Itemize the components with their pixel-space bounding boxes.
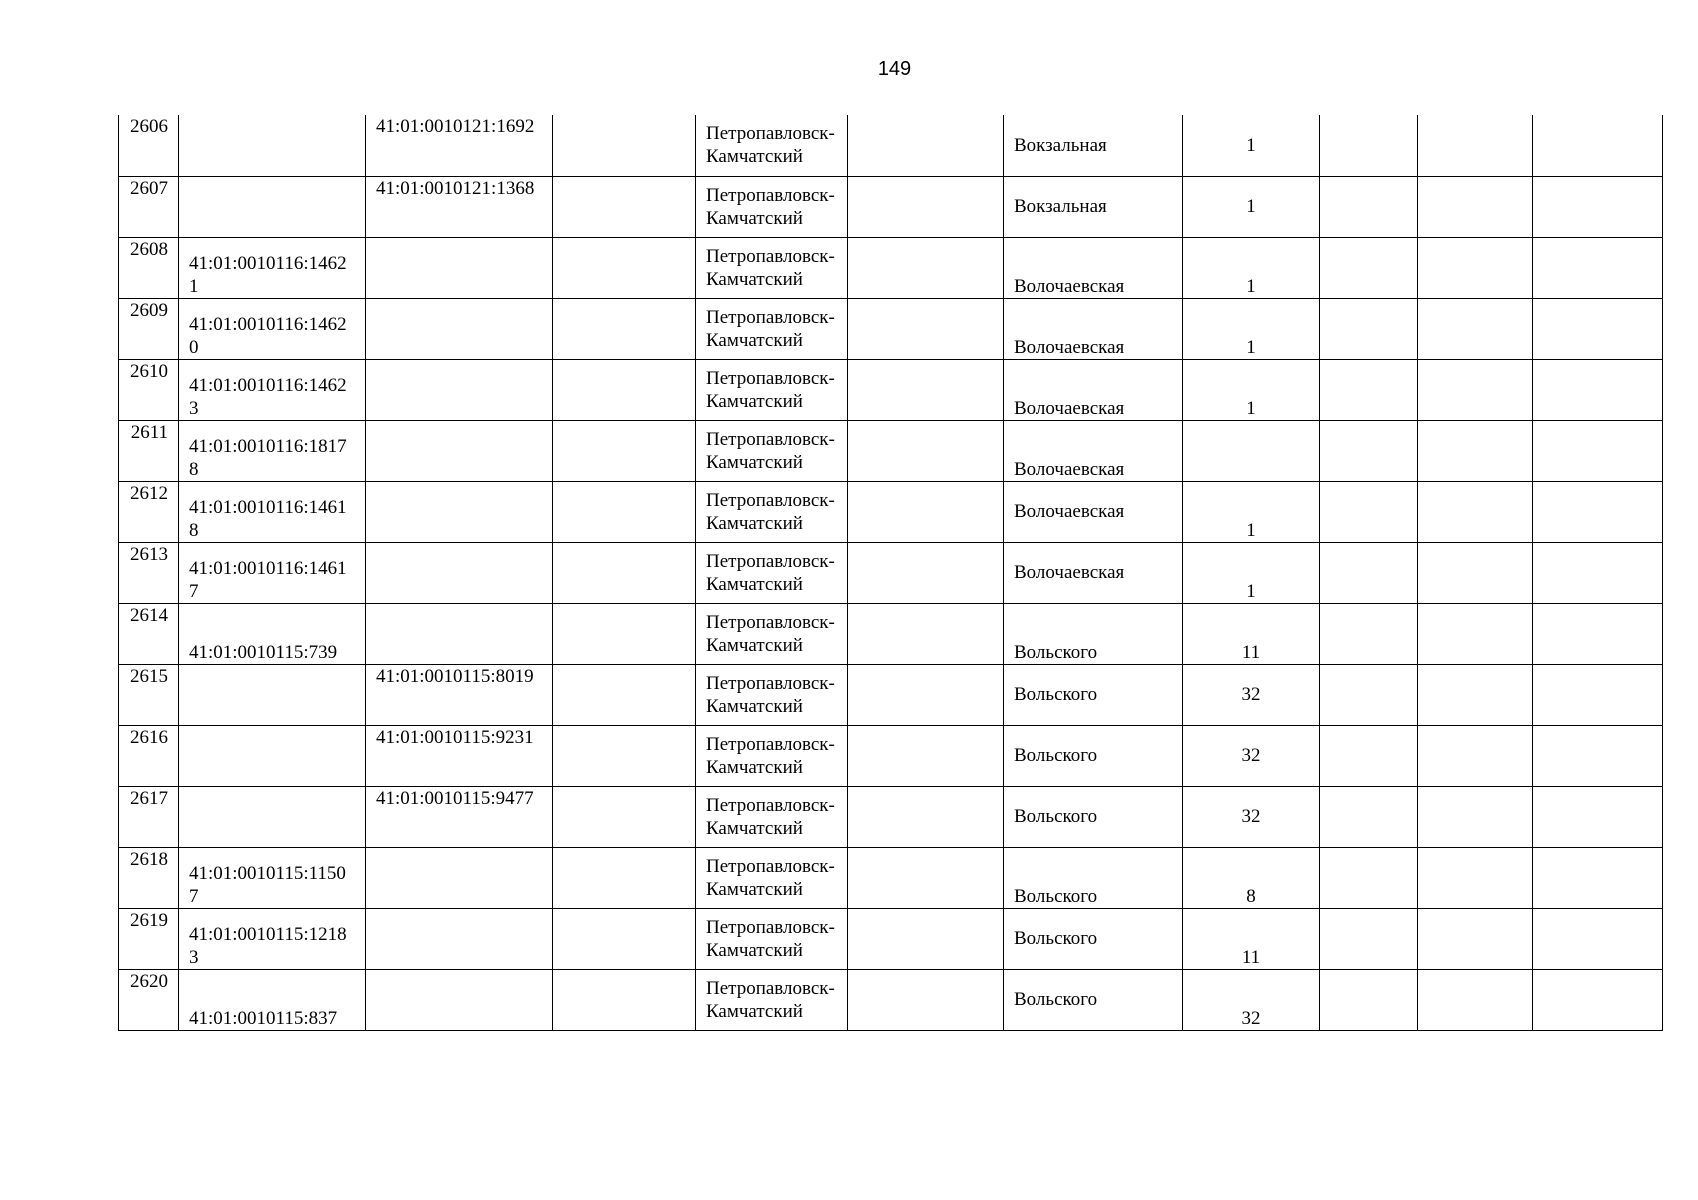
row-number-cell: 2609 (119, 298, 179, 359)
empty-cell (1533, 847, 1663, 908)
empty-cell (1320, 908, 1418, 969)
empty-cell (1418, 969, 1533, 1030)
row-number-cell: 2620 (119, 969, 179, 1030)
empty-cell (848, 603, 1004, 664)
cadastral-number-alt-cell: 41:01:0010121:1692 (366, 115, 553, 176)
table-row (119, 969, 1663, 1030)
city-cell: Петропавловск-Камчатский (696, 298, 848, 359)
city-cell: Петропавловск-Камчатский (696, 603, 848, 664)
empty-cell (553, 420, 696, 481)
row-number-cell: 2608 (119, 237, 179, 298)
cadastral-number-cell (179, 664, 366, 725)
empty-cell (1418, 298, 1533, 359)
empty-cell (553, 176, 696, 237)
house-number-cell: 8 (1183, 847, 1320, 908)
cadastral-number-cell: 41:01:0010115:739 (179, 603, 366, 664)
empty-cell (553, 359, 696, 420)
street-cell: Вольского (1004, 847, 1183, 908)
city-cell: Петропавловск-Камчатский (696, 725, 848, 786)
table-row (119, 176, 1663, 237)
row-number-cell: 2607 (119, 176, 179, 237)
empty-cell (1320, 481, 1418, 542)
street-cell: Вольского (1004, 786, 1183, 847)
empty-cell (1418, 908, 1533, 969)
city-cell: Петропавловск-Камчатский (696, 847, 848, 908)
empty-cell (1320, 420, 1418, 481)
city-cell: Петропавловск-Камчатский (696, 786, 848, 847)
table-row (119, 603, 1663, 664)
cadastral-number-alt-cell: 41:01:0010115:8019 (366, 664, 553, 725)
city-cell: Петропавловск-Камчатский (696, 481, 848, 542)
city-cell: Петропавловск-Камчатский (696, 420, 848, 481)
empty-cell (848, 725, 1004, 786)
row-number-cell: 2616 (119, 725, 179, 786)
empty-cell (1533, 908, 1663, 969)
cadastral-number-alt-cell (366, 298, 553, 359)
house-number-cell: 1 (1183, 542, 1320, 603)
empty-cell (1533, 969, 1663, 1030)
empty-cell (1533, 237, 1663, 298)
empty-cell (553, 664, 696, 725)
empty-cell (553, 542, 696, 603)
house-number-cell: 11 (1183, 603, 1320, 664)
city-cell: Петропавловск-Камчатский (696, 908, 848, 969)
empty-cell (1320, 664, 1418, 725)
table-row (119, 420, 1663, 481)
empty-cell (848, 908, 1004, 969)
cadastral-number-cell: 41:01:0010116:14623 (179, 359, 366, 420)
empty-cell (1320, 176, 1418, 237)
empty-cell (1418, 237, 1533, 298)
street-cell: Вольского (1004, 664, 1183, 725)
empty-cell (1418, 176, 1533, 237)
empty-cell (848, 298, 1004, 359)
cadastral-number-cell: 41:01:0010116:14618 (179, 481, 366, 542)
cadastral-number-cell (179, 176, 366, 237)
house-number-cell: 1 (1183, 237, 1320, 298)
house-number-cell: 1 (1183, 481, 1320, 542)
empty-cell (1533, 115, 1663, 176)
empty-cell (848, 481, 1004, 542)
empty-cell (1418, 725, 1533, 786)
empty-cell (848, 176, 1004, 237)
cadastral-number-alt-cell (366, 237, 553, 298)
register-table (118, 115, 1663, 1031)
street-cell: Вокзальная (1004, 115, 1183, 176)
empty-cell (1418, 847, 1533, 908)
empty-cell (848, 969, 1004, 1030)
empty-cell (553, 603, 696, 664)
empty-cell (553, 969, 696, 1030)
empty-cell (1533, 664, 1663, 725)
empty-cell (553, 908, 696, 969)
city-cell: Петропавловск-Камчатский (696, 664, 848, 725)
empty-cell (1418, 420, 1533, 481)
row-number-cell: 2618 (119, 847, 179, 908)
empty-cell (848, 664, 1004, 725)
cadastral-number-alt-cell (366, 359, 553, 420)
empty-cell (848, 115, 1004, 176)
empty-cell (848, 237, 1004, 298)
empty-cell (1418, 481, 1533, 542)
empty-cell (1418, 603, 1533, 664)
row-number-cell: 2617 (119, 786, 179, 847)
street-cell: Вольского (1004, 603, 1183, 664)
empty-cell (1533, 359, 1663, 420)
empty-cell (848, 786, 1004, 847)
empty-cell (1533, 725, 1663, 786)
city-cell: Петропавловск-Камчатский (696, 176, 848, 237)
empty-cell (553, 237, 696, 298)
house-number-cell: 32 (1183, 664, 1320, 725)
house-number-cell: 32 (1183, 786, 1320, 847)
cadastral-number-cell: 41:01:0010115:12183 (179, 908, 366, 969)
empty-cell (1418, 786, 1533, 847)
table-row (119, 786, 1663, 847)
table-body (119, 115, 1663, 1030)
empty-cell (1533, 786, 1663, 847)
city-cell: Петропавловск-Камчатский (696, 359, 848, 420)
empty-cell (1320, 542, 1418, 603)
empty-cell (1320, 725, 1418, 786)
street-cell: Волочаевская (1004, 420, 1183, 481)
street-cell: Вокзальная (1004, 176, 1183, 237)
empty-cell (1320, 603, 1418, 664)
cadastral-number-alt-cell (366, 603, 553, 664)
city-cell: Петропавловск-Камчатский (696, 115, 848, 176)
cadastral-number-cell (179, 115, 366, 176)
table-row (119, 908, 1663, 969)
street-cell: Волочаевская (1004, 542, 1183, 603)
empty-cell (1418, 359, 1533, 420)
empty-cell (1320, 298, 1418, 359)
house-number-cell: 1 (1183, 176, 1320, 237)
empty-cell (1533, 298, 1663, 359)
empty-cell (1533, 481, 1663, 542)
empty-cell (553, 786, 696, 847)
city-cell: Петропавловск-Камчатский (696, 542, 848, 603)
table-row (119, 359, 1663, 420)
house-number-cell: 1 (1183, 359, 1320, 420)
street-cell: Вольского (1004, 908, 1183, 969)
cadastral-number-alt-cell: 41:01:0010115:9477 (366, 786, 553, 847)
empty-cell (848, 847, 1004, 908)
row-number-cell: 2613 (119, 542, 179, 603)
empty-cell (553, 115, 696, 176)
table-row (119, 664, 1663, 725)
empty-cell (1418, 542, 1533, 603)
house-number-cell (1183, 420, 1320, 481)
table-row (119, 725, 1663, 786)
empty-cell (1533, 420, 1663, 481)
empty-cell (848, 359, 1004, 420)
table-row (119, 237, 1663, 298)
empty-cell (1320, 115, 1418, 176)
empty-cell (1320, 847, 1418, 908)
cadastral-number-alt-cell (366, 969, 553, 1030)
cadastral-number-cell: 41:01:0010116:14617 (179, 542, 366, 603)
street-cell: Волочаевская (1004, 359, 1183, 420)
cadastral-number-cell: 41:01:0010115:11507 (179, 847, 366, 908)
table-row (119, 481, 1663, 542)
empty-cell (1533, 542, 1663, 603)
empty-cell (1418, 115, 1533, 176)
cadastral-number-alt-cell (366, 542, 553, 603)
street-cell: Волочаевская (1004, 298, 1183, 359)
cadastral-number-cell: 41:01:0010116:14621 (179, 237, 366, 298)
page-number: 149 (877, 58, 912, 80)
empty-cell (1320, 237, 1418, 298)
empty-cell (553, 298, 696, 359)
row-number-cell: 2611 (119, 420, 179, 481)
city-cell: Петропавловск-Камчатский (696, 969, 848, 1030)
empty-cell (848, 420, 1004, 481)
house-number-cell: 32 (1183, 725, 1320, 786)
cadastral-number-cell (179, 786, 366, 847)
street-cell: Вольского (1004, 969, 1183, 1030)
house-number-cell: 32 (1183, 969, 1320, 1030)
cadastral-number-cell: 41:01:0010116:14620 (179, 298, 366, 359)
empty-cell (1533, 176, 1663, 237)
street-cell: Волочаевская (1004, 237, 1183, 298)
house-number-cell: 1 (1183, 115, 1320, 176)
cadastral-number-alt-cell (366, 420, 553, 481)
empty-cell (553, 725, 696, 786)
row-number-cell: 2619 (119, 908, 179, 969)
cadastral-number-alt-cell: 41:01:0010121:1368 (366, 176, 553, 237)
empty-cell (1320, 969, 1418, 1030)
street-cell: Вольского (1004, 725, 1183, 786)
empty-cell (1320, 359, 1418, 420)
row-number-cell: 2610 (119, 359, 179, 420)
table-row (119, 847, 1663, 908)
row-number-cell: 2612 (119, 481, 179, 542)
table-row (119, 298, 1663, 359)
table-row (119, 542, 1663, 603)
cadastral-number-cell: 41:01:0010115:837 (179, 969, 366, 1030)
house-number-cell: 11 (1183, 908, 1320, 969)
cadastral-number-alt-cell (366, 481, 553, 542)
empty-cell (553, 481, 696, 542)
city-cell: Петропавловск-Камчатский (696, 237, 848, 298)
empty-cell (848, 542, 1004, 603)
empty-cell (553, 847, 696, 908)
row-number-cell: 2615 (119, 664, 179, 725)
cadastral-number-alt-cell: 41:01:0010115:9231 (366, 725, 553, 786)
cadastral-number-cell: 41:01:0010116:18178 (179, 420, 366, 481)
table-row (119, 115, 1663, 176)
cadastral-number-cell (179, 725, 366, 786)
street-cell: Волочаевская (1004, 481, 1183, 542)
row-number-cell: 2614 (119, 603, 179, 664)
house-number-cell: 1 (1183, 298, 1320, 359)
empty-cell (1418, 664, 1533, 725)
cadastral-number-alt-cell (366, 908, 553, 969)
empty-cell (1320, 786, 1418, 847)
cadastral-number-alt-cell (366, 847, 553, 908)
row-number-cell: 2606 (119, 115, 179, 176)
empty-cell (1533, 603, 1663, 664)
